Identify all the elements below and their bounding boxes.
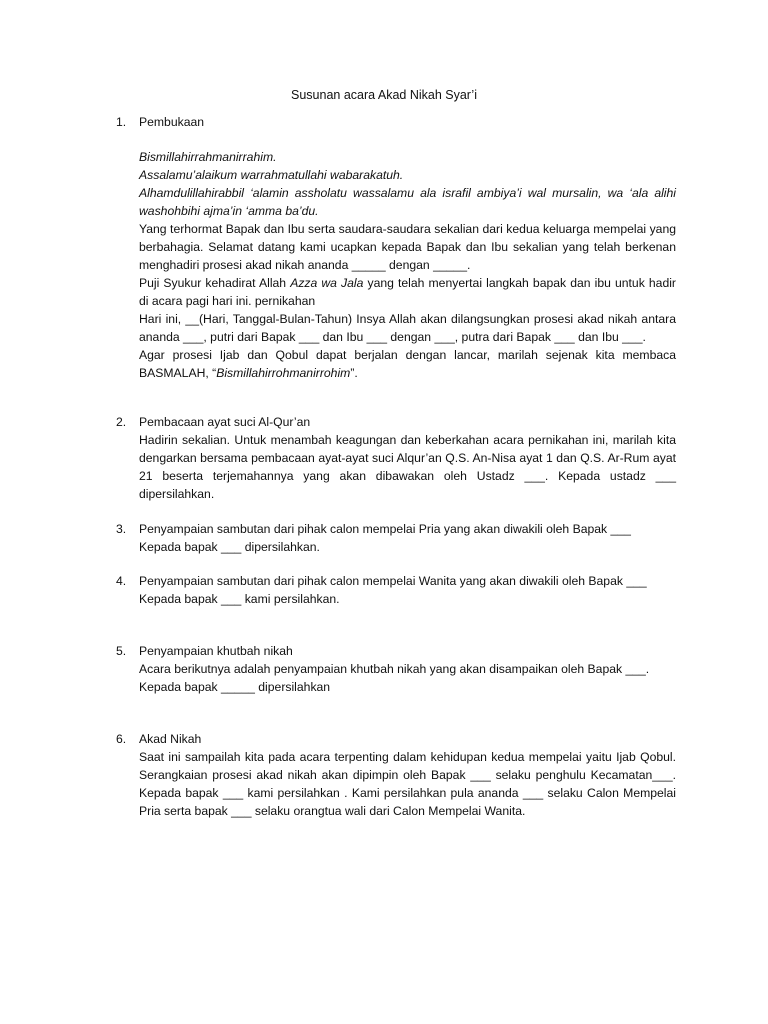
section-title: Penyampaian khutbah nikah	[139, 644, 293, 658]
basmalah-invitation-paragraph: Agar prosesi Ijab dan Qobul dapat berjalan dengan lancar, marilah sejenak kita membaca BASMALAH, “Bismillahirrohmanirrohim”.	[139, 348, 676, 380]
section-number: 4.	[116, 574, 127, 588]
greeting-paragraph: Yang terhormat Bapak dan Ibu serta saudara-saudara sekalian dari kedua keluarga mempelai yang berbahagia. Selamat datang kami ucapkan kepada Bapak dan Ibu sekalian yang telah berkenan menghadiri prosesi akad nikah ananda _____ dengan _____.	[139, 222, 676, 272]
section-groom-speech	[116, 520, 676, 556]
section-body	[139, 148, 676, 382]
section-akad-nikah	[116, 730, 676, 820]
gratitude-paragraph: Puji Syukur kehadirat Allah Azza wa Jala yang telah menyertai langkah bapak dan ibu untuk hadir di acara pagi hari ini. pernikahan	[139, 276, 676, 308]
section-heading	[116, 113, 676, 131]
section-body	[139, 431, 676, 503]
hamdalah-line: Alhamdulillahirabbil ‘alamin assholatu wassalamu ala israfil ambiya’i wal mursalin, wa ‘ala alihi washohbihi ajma’in ‘amma ba’du.	[139, 186, 676, 218]
section-title: Pembukaan	[139, 115, 205, 129]
khutbah-paragraph: Acara berikutnya adalah penyampaian khutbah nikah yang akan disampaikan oleh Bapak ___.	[139, 662, 650, 676]
section-title: Penyampaian sambutan dari pihak calon mempelai Wanita yang akan diwakili oleh Bapak ___	[139, 574, 647, 588]
section-body	[139, 660, 676, 696]
document-title: Susunan acara Akad Nikah Syar’i	[291, 88, 477, 102]
section-heading	[116, 572, 676, 590]
bride-speech-invitation: Kepada bapak ___ kami persilahkan.	[139, 592, 340, 606]
section-number: 6.	[116, 732, 127, 746]
salam-line: Assalamu’alaikum warrahmatullahi wabarakatuh.	[139, 168, 404, 182]
section-heading	[116, 642, 676, 660]
schedule-paragraph: Hari ini, __(Hari, Tanggal-Bulan-Tahun) Insya Allah akan dilangsungkan prosesi akad nikah antara ananda ___, putri dari Bapak ___ dan Ibu ___ dengan ___, putra dari Bapak ___ dan Ibu ___.	[139, 312, 676, 344]
section-pembukaan	[116, 113, 676, 382]
section-heading	[116, 520, 676, 538]
section-title: Penyampaian sambutan dari pihak calon mempelai Pria yang akan diwakili oleh Bapak ___	[139, 522, 631, 536]
section-heading	[116, 413, 676, 431]
section-title: Pembacaan ayat suci Al-Qur’an	[139, 415, 311, 429]
section-body	[139, 748, 676, 820]
section-heading	[116, 730, 676, 748]
section-title: Akad Nikah	[139, 732, 202, 746]
section-khutbah	[116, 642, 676, 696]
section-number: 2.	[116, 415, 127, 429]
section-bride-speech	[116, 572, 676, 608]
section-quran-reading	[116, 413, 676, 503]
section-number: 1.	[116, 115, 127, 129]
section-body	[139, 590, 676, 608]
quran-paragraph: Hadirin sekalian. Untuk menambah keagungan dan keberkahan acara pernikahan ini, marilah kita dengarkan bersama pembacaan ayat-ayat suci Alqur’an Q.S. An-Nisa ayat 1 dan Q.S. Ar-Rum ayat 21 beserta terjemahannya yang akan dibawakan oleh Ustadz ___. Kepada ustadz ___ dipersilahkan.	[139, 433, 676, 501]
section-number: 3.	[116, 522, 127, 536]
khutbah-invitation: Kepada bapak _____ dipersilahkan	[139, 680, 331, 694]
section-body	[139, 538, 676, 556]
akad-paragraph: Saat ini sampailah kita pada acara terpenting dalam kehidupan kedua mempelai yaitu Ijab Qobul. Serangkaian prosesi akad nikah akan dipimpin oleh Bapak ___ selaku penghulu Kecamatan___. Kepada bapak ___ kami persilahkan . Kami persilahkan pula ananda ___ selaku Calon Mempelai Pria serta bapak ___ selaku orangtua wali dari Calon Mempelai Wanita.	[139, 750, 676, 818]
groom-speech-invitation: Kepada bapak ___ dipersilahkan.	[139, 540, 320, 554]
section-number: 5.	[116, 644, 127, 658]
basmalah-line: Bismillahirrahmanirrahim.	[139, 150, 277, 164]
